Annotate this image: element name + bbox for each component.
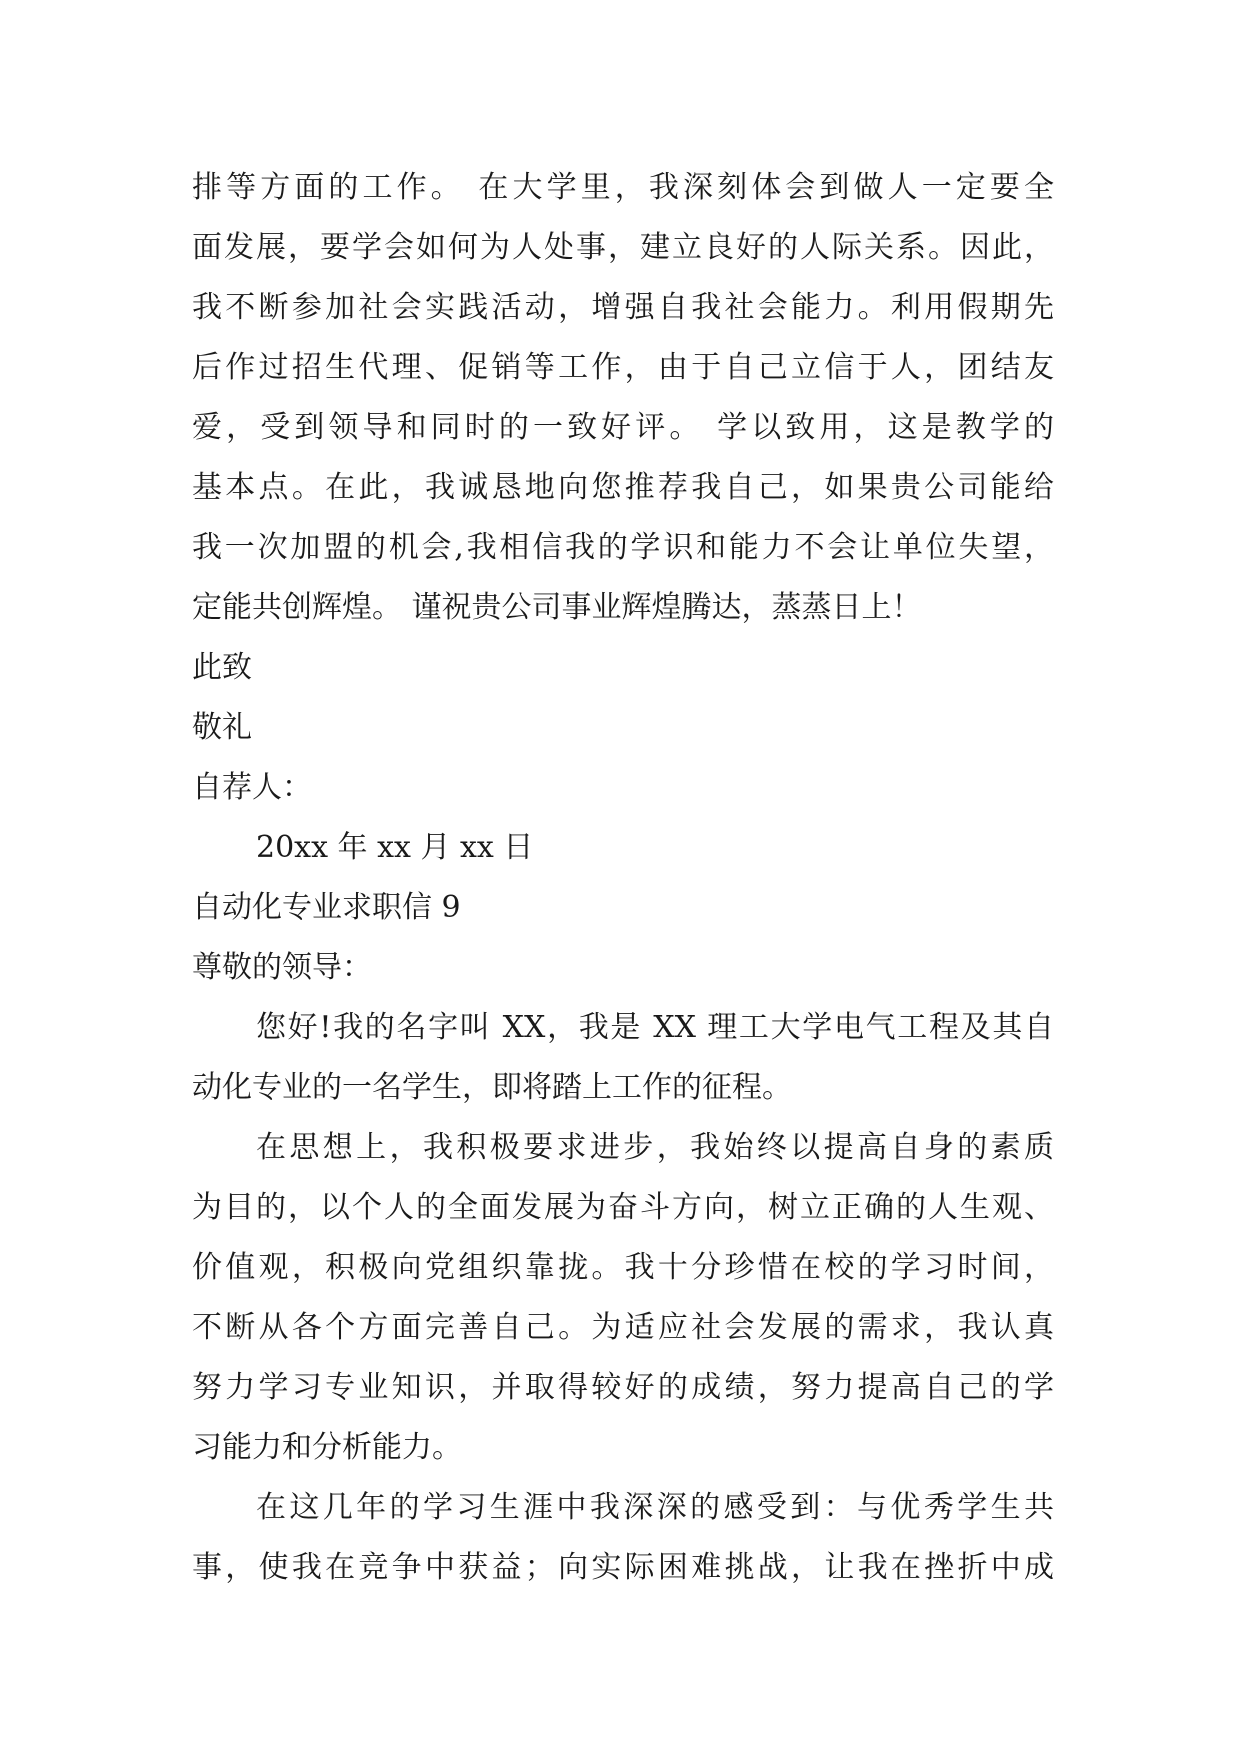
- closing-salutation: 此致: [192, 650, 252, 685]
- text-line: 我不断参加社会实践活动，增强自我社会能力。利用假期先: [192, 290, 1054, 325]
- date-line: 20xx 年 xx 月 xx 日: [256, 830, 534, 865]
- text-line: 您好!我的名字叫 XX，我是 XX 理工大学电气工程及其自: [256, 1010, 1054, 1045]
- text-line: 后作过招生代理、促销等工作，由于自己立信于人，团结友: [192, 350, 1054, 385]
- text-line: 动化专业的一名学生，即将踏上工作的征程。: [192, 1070, 792, 1105]
- text-line: 在思想上，我积极要求进步，我始终以提高自身的素质: [256, 1130, 1054, 1165]
- text-line: 努力学习专业知识，并取得较好的成绩，努力提高自己的学: [192, 1370, 1054, 1405]
- text-line: 为目的，以个人的全面发展为奋斗方向，树立正确的人生观、: [192, 1190, 1054, 1225]
- letter-body: [192, 158, 1054, 1598]
- text-line: 事，使我在竞争中获益；向实际困难挑战，让我在挫折中成: [192, 1550, 1054, 1585]
- text-line: 不断从各个方面完善自己。为适应社会发展的需求，我认真: [192, 1310, 1054, 1345]
- section-title: 自动化专业求职信 9: [192, 890, 461, 925]
- text-line: 基本点。在此，我诚恳地向您推荐我自己，如果贵公司能给: [192, 470, 1054, 505]
- text-line: 在这几年的学习生涯中我深深的感受到：与优秀学生共: [256, 1490, 1054, 1525]
- greeting: 尊敬的领导：: [192, 950, 372, 985]
- closing-regards: 敬礼: [192, 710, 252, 745]
- text-line: 我一次加盟的机会,我相信我的学识和能力不会让单位失望，: [192, 530, 1054, 565]
- text-line: 爱，受到领导和同时的一致好评。 学以致用，这是教学的: [192, 410, 1054, 445]
- text-line: 排等方面的工作。 在大学里，我深刻体会到做人一定要全: [192, 170, 1054, 205]
- text-line: 面发展，要学会如何为人处事，建立良好的人际关系。因此，: [192, 230, 1054, 265]
- text-line: 习能力和分析能力。: [192, 1430, 462, 1465]
- signature-label: 自荐人：: [192, 770, 312, 805]
- text-line: 定能共创辉煌。 谨祝贵公司事业辉煌腾达，蒸蒸日上！: [192, 590, 922, 625]
- text-line: 价值观，积极向党组织靠拢。我十分珍惜在校的学习时间，: [192, 1250, 1054, 1285]
